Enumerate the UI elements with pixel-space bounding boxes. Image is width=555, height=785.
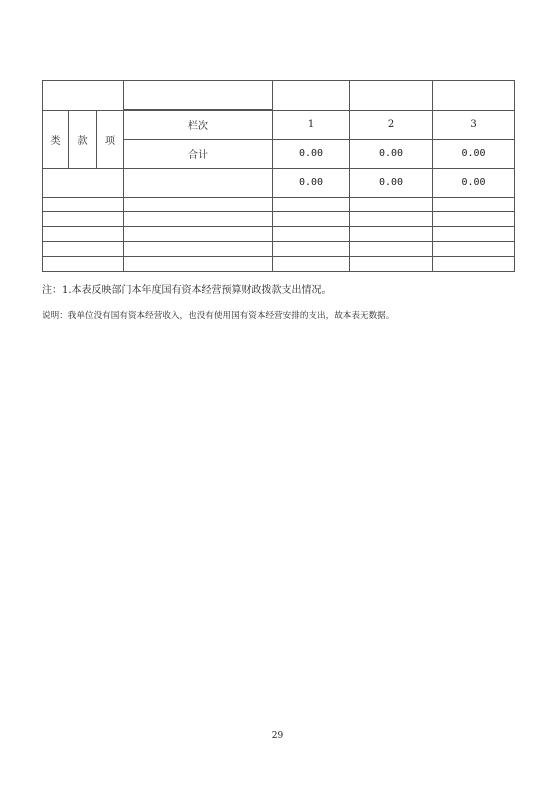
table-note: 注：1.本表反映部门本年度国有资本经营预算财政拨款支出情况。	[42, 285, 332, 296]
header-lei: 类	[50, 135, 61, 147]
row1-value-1: 0.00	[298, 177, 324, 188]
header-kuan: 款	[77, 135, 88, 147]
column-number-2: 2	[387, 119, 395, 130]
row1-value-2: 0.00	[378, 177, 404, 188]
explanation-note: 说明：我单位没有国有资本经营收入，也没有使用国有资本经营安排的支出，故本表无数据。	[42, 311, 395, 321]
col-divider	[123, 80, 124, 272]
header-lanci: 栏次	[188, 121, 208, 132]
page-number: 29	[271, 731, 284, 741]
row-divider	[42, 211, 514, 212]
table-border-left	[42, 80, 43, 272]
table-border-bottom	[42, 271, 514, 272]
total-label: 合计	[188, 150, 208, 161]
table-border-right	[514, 80, 515, 272]
row1-value-3: 0.00	[461, 177, 486, 188]
total-value-1: 0.00	[298, 148, 324, 159]
row-divider	[42, 241, 514, 242]
row-divider	[42, 256, 514, 257]
column-number-3: 3	[470, 119, 477, 130]
total-value-2: 0.00	[378, 148, 404, 159]
row-divider	[42, 197, 514, 198]
row-divider	[42, 226, 514, 227]
column-number-1: 1	[307, 119, 315, 130]
header-xiang: 项	[105, 135, 115, 147]
total-value-3: 0.00	[461, 148, 486, 159]
table-border-top	[42, 80, 514, 81]
